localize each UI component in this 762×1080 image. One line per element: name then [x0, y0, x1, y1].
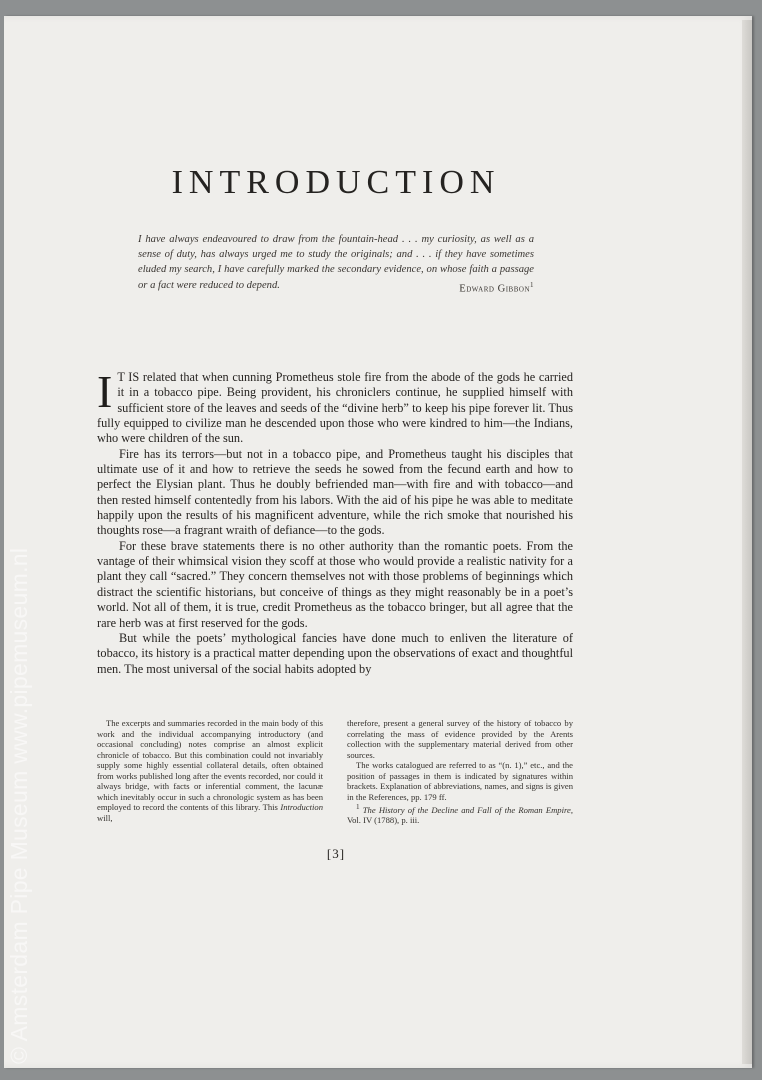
note-left — [97, 718, 323, 823]
footnote-1 — [347, 802, 573, 826]
attribution-name: Edward Gibbon — [459, 283, 530, 295]
footnote-title: The History of the Decline and Fall of the Roman Empire — [362, 804, 571, 815]
note-left-tail: will, — [97, 812, 113, 823]
paragraph-4: But while the poets’ mythological fancies have done much to enliven the literature of tobacco, its history is a practical matter depending upon the observations of exact and thoughtful men. The most universal of the social habits adopted by — [97, 630, 573, 676]
footnote-column-right — [347, 718, 573, 826]
page-title: INTRODUCTION — [171, 164, 501, 201]
note-left-text: The excerpts and summaries recorded in the main body of this work and the individual accompanying introductory (and occasional concluding) notes comprise an almost explicit chronicle of tobacco. But this combination could not invariably supply some highly essential collateral details, often obtained from works published long after the events recorded, nor could it always bridge, with facts or inferential comment, the lacunæ which inevitably occur in such a chronologic system as has been employed to record the contents of this library. This — [97, 718, 323, 812]
body-text — [97, 366, 573, 677]
watermark: © Amsterdam Pipe Museum www.pipemuseum.nl — [6, 547, 32, 1064]
paragraph-3: For these brave statements there is no other authority than the romantic poets. From the vantage of their whimsical vision they scoff at those who would provide a realistic nativity for a plant they call “sacred.” They concern themselves not with those problems of beginnings which distract the scientific historians, but conceive of things as they might reasonably be in a poet’s world. Not all of them, it is true, credit Prometheus as the tobacco bringer, but all agree that the rare herb was at first reserved for the gods. — [97, 538, 573, 630]
footnotes — [97, 718, 573, 826]
paragraph-1 — [97, 366, 573, 447]
epigraph — [138, 232, 534, 296]
note-right-1: therefore, present a general survey of the history of tobacco by correlating the mass of evidence provided by the Arents collection with the supplementary material derived from other sources. — [347, 718, 573, 760]
paragraph-2: Fire has its terrors—but not in a tobacco pipe, and Prometheus taught his disciples that ultimate use of it and how to retrieve the seeds he sowed from the fecund earth and how to perfect the Elysian plant. Thus he doubly befriended man—with fire and with tobacco—and then rested himself contentedly from his labors. With the aid of his pipe he was able to meditate happily upon the results of his magnificent adventure, while the rich smoke that nourished his thoughts rose—a fragrant wraith of defiance—to the gods. — [97, 446, 573, 538]
epigraph-attribution — [459, 278, 534, 297]
footnote-column-left — [97, 718, 323, 826]
drop-cap: I — [97, 366, 113, 417]
footnote-tail: , Vol. IV (1788), p. iii. — [347, 804, 573, 826]
epigraph-text: I have always endeavoured to draw from the fountain-head . . . my curiosity, as well as a sense of duty, has always urged me to study the originals; and . . . if they have sometimes eluded my search, I have carefully marked the secondary evidence, on whose faith a passage or a fact were reduced to depend. — [138, 234, 534, 291]
paragraph-1-text: T IS related that when cunning Prometheus stole fire from the abode of the gods he carried it in a tobacco pipe. Being provident, his chroniclers continue, he supplied himself with sufficient store of the leaves and seeds of the “divine herb” to keep his pipe forever lit. Thus fully equipped to civilize man he descended upon those who were kindred to him—the Indians, who were children of the sun. — [97, 370, 573, 446]
page-number: [3] — [326, 846, 346, 861]
attribution-note-ref: 1 — [530, 280, 534, 289]
note-right-2: The works catalogued are referred to as “(n. 1),” etc., and the position of passages in them is indicated by signatures within brackets. Explanation of abbreviations, names, and signs is given in the References, pp. 179 ff. — [347, 760, 573, 802]
note-left-italic: Introduction — [280, 802, 323, 812]
footnote-number: 1 — [356, 803, 360, 811]
page-edge — [742, 20, 752, 1064]
